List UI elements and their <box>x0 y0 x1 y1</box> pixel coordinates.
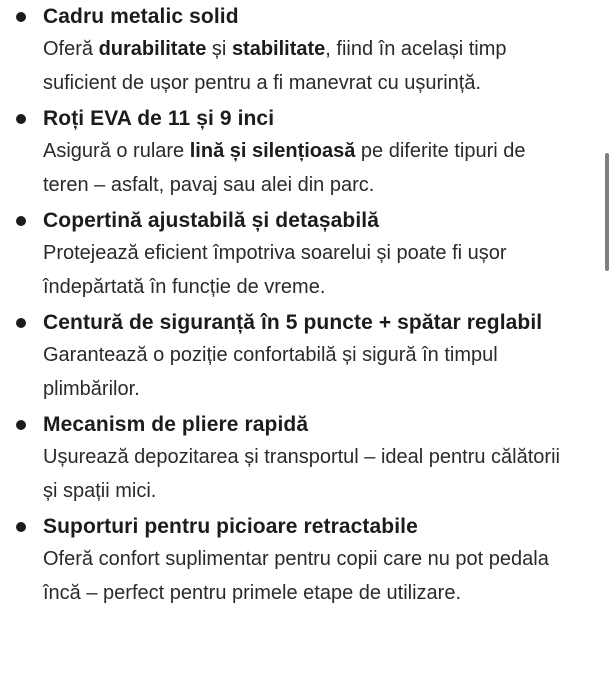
feature-title: Copertină ajustabilă și detașabilă <box>43 209 380 232</box>
description-text: Oferă <box>43 38 99 60</box>
description-text: Protejează eficient împotriva soarelui și poate fi ușor îndepărtată în funcție de vreme. <box>43 242 507 298</box>
feature-item <box>0 306 600 406</box>
vertical-scrollbar[interactable] <box>605 153 609 271</box>
feature-description <box>43 339 560 406</box>
bullet-dot-icon <box>16 216 26 226</box>
bullet-dot-icon <box>16 318 26 328</box>
bullet-dot-icon <box>16 12 26 22</box>
description-emphasis: lină și silențioasă <box>189 140 356 162</box>
feature-item <box>0 204 600 304</box>
feature-description <box>43 135 560 202</box>
feature-description <box>43 33 560 100</box>
description-emphasis: durabilitate <box>98 38 207 60</box>
feature-title: Centură de siguranță în 5 puncte + spătar reglabil <box>43 311 543 334</box>
description-emphasis: stabilitate <box>231 38 326 60</box>
feature-description <box>43 543 560 610</box>
bullet-dot-icon <box>16 114 26 124</box>
description-text: și <box>206 38 232 60</box>
feature-title: Roți EVA de 11 și 9 inci <box>43 107 275 130</box>
feature-title: Mecanism de pliere rapidă <box>43 413 309 436</box>
feature-title: Suporturi pentru picioare retractabile <box>43 515 418 538</box>
description-text: Asigură o rulare <box>43 140 190 162</box>
description-text: Garantează o poziție confortabilă și sigură în timpul plimbărilor. <box>43 344 498 400</box>
feature-title: Cadru metalic solid <box>43 5 239 28</box>
feature-item <box>0 102 600 202</box>
bullet-dot-icon <box>16 420 26 430</box>
description-text: , fiind în același timp suficient de ușor pentru a fi manevrat cu ușurință. <box>43 38 507 94</box>
description-text: pe diferite tipuri de teren – asfalt, pavaj sau alei din parc. <box>43 140 526 196</box>
feature-item <box>0 408 600 508</box>
feature-item <box>0 0 600 100</box>
description-text: Ușurează depozitarea și transportul – ideal pentru călătorii și spații mici. <box>43 446 560 502</box>
feature-description <box>43 441 560 508</box>
feature-description <box>43 237 560 304</box>
description-text: Oferă confort suplimentar pentru copii care nu pot pedala încă – perfect pentru primele etape de utilizare. <box>43 548 549 604</box>
bullet-dot-icon <box>16 522 26 532</box>
feature-item <box>0 510 600 610</box>
